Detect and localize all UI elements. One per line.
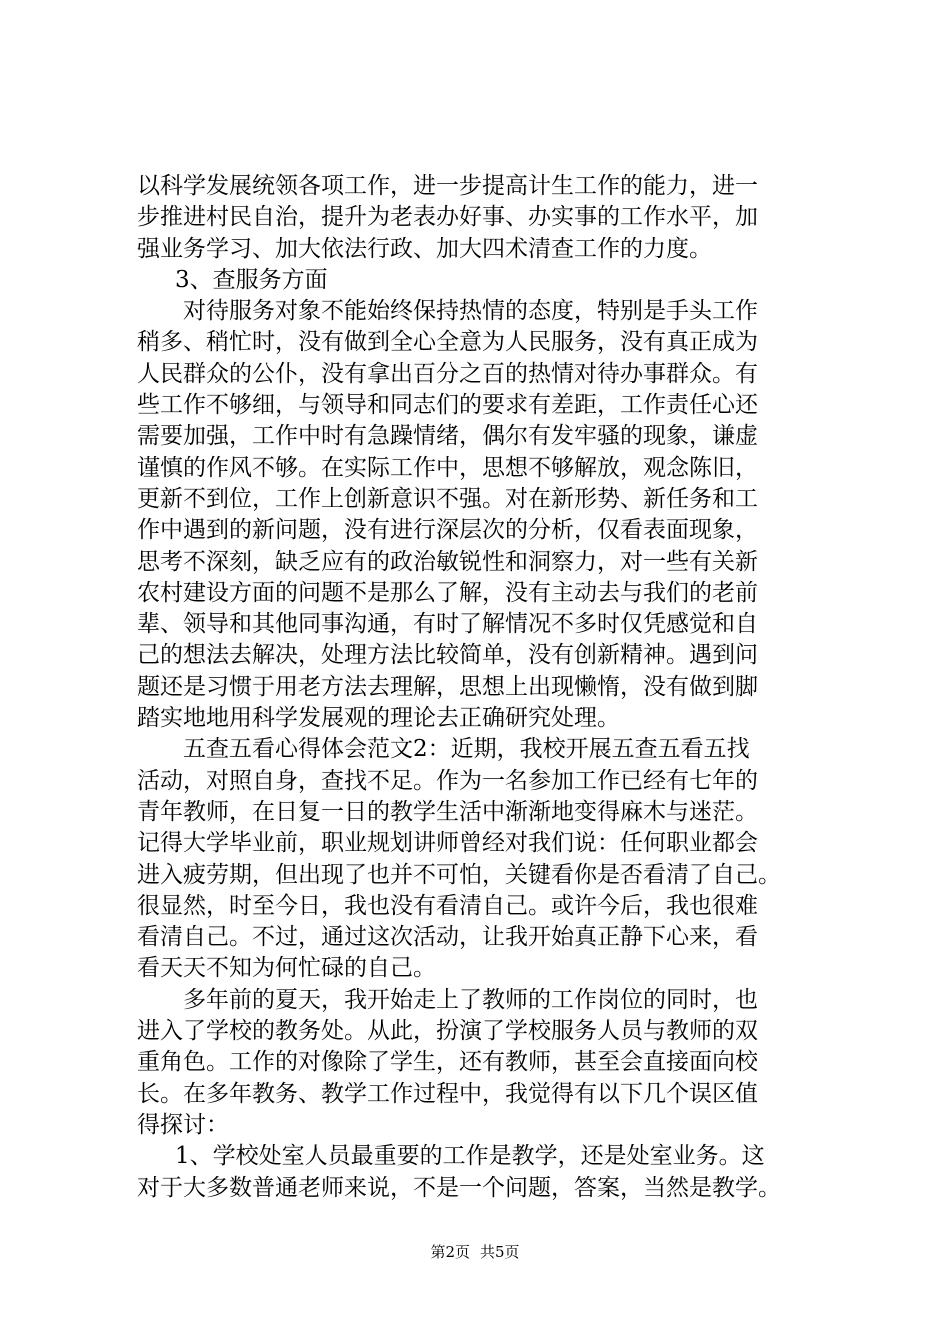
text-line: 青年教师，在日复一日的教学生活中渐渐地变得麻木与迷茫。	[137, 798, 758, 825]
page-total: 共5页	[480, 1243, 520, 1261]
text-line: 进入疲劳期，但出现了也并不可怕，关键看你是否看清了自己。	[137, 861, 781, 888]
text-line: 农村建设方面的问题不是那么了解，没有主动去与我们的老前	[137, 579, 758, 606]
text-line: 稍多、稍忙时，没有做到全心全意为人民服务，没有真正成为	[137, 329, 758, 356]
text-line: 得探讨：	[137, 1111, 229, 1138]
text-line: 题还是习惯于用老方法去理解，思想上出现懒惰，没有做到脚	[137, 673, 758, 700]
text-line: 些工作不够细，与领导和同志们的要求有差距，工作责任心还	[137, 392, 758, 419]
text-line: 步推进村民自治，提升为老表办好事、办实事的工作水平，加	[137, 204, 758, 231]
text-line: 对待服务对象不能始终保持热情的态度，特别是手头工作	[183, 298, 758, 325]
text-line: 人民群众的公仆，没有拿出百分之百的热情对待办事群众。有	[137, 360, 758, 387]
text-line: 看天天不知为何忙碌的自己。	[137, 955, 436, 982]
text-line: 思考不深刻，缺乏应有的政治敏锐性和洞察力，对一些有关新	[137, 548, 758, 575]
text-line: 更新不到位，工作上创新意识不强。对在新形势、新任务和工	[137, 485, 758, 512]
text-line: 活动，对照自身，查找不足。作为一名参加工作已经有七年的	[137, 767, 758, 794]
text-line: 以科学发展统领各项工作，进一步提高计生工作的能力，进一	[137, 173, 758, 199]
text-line: 辈、领导和其他同事沟通，有时了解情况不多时仅凭感觉和自	[137, 611, 758, 638]
text-line: 谨慎的作风不够。在实际工作中，思想不够解放，观念陈旧，	[137, 454, 758, 481]
text-line: 多年前的夏天，我开始走上了教师的工作岗位的同时，也	[183, 986, 758, 1013]
text-line: 强业务学习、加大依法行政、加大四术清查工作的力度。	[137, 235, 712, 262]
text-line: 对于大多数普通老师来说，不是一个问题，答案，当然是教学。	[137, 1174, 781, 1201]
text-line: 看清自己。不过，通过这次活动，让我开始真正静下心来，看	[137, 924, 758, 951]
text-line: 己的想法去解决，处理方法比较简单，没有创新精神。遇到问	[137, 642, 758, 669]
body-text	[137, 171, 827, 1204]
text-line: 踏实地地用科学发展观的理论去正确研究处理。	[137, 705, 620, 732]
text-line: 进入了学校的教务处。从此，扮演了学校服务人员与教师的双	[137, 1018, 758, 1045]
text-line: 需要加强，工作中时有急躁情绪，偶尔有发牢骚的现象，谦虚	[137, 423, 758, 450]
page-footer	[0, 1243, 950, 1261]
text-line: 重角色。工作的对像除了学生，还有教师，甚至会直接面向校	[137, 1049, 758, 1076]
text-line: 五查五看心得体会范文2：近期，我校开展五查五看五找	[183, 736, 750, 763]
text-line: 很显然，时至今日，我也没有看清自己。或许今后，我也很难	[137, 892, 758, 919]
text-line: 1、学校处室人员最重要的工作是教学，还是处室业务。这	[175, 1143, 765, 1170]
text-line: 作中遇到的新问题，没有进行深层次的分析，仅看表面现象，	[137, 517, 758, 544]
section-heading: 3、查服务方面	[175, 266, 328, 293]
text-line: 记得大学毕业前，职业规划讲师曾经对我们说：任何职业都会	[137, 830, 758, 857]
text-line: 长。在多年教务、教学工作过程中，我觉得有以下几个误区值	[137, 1080, 758, 1107]
page-number: 第2页	[430, 1243, 470, 1261]
